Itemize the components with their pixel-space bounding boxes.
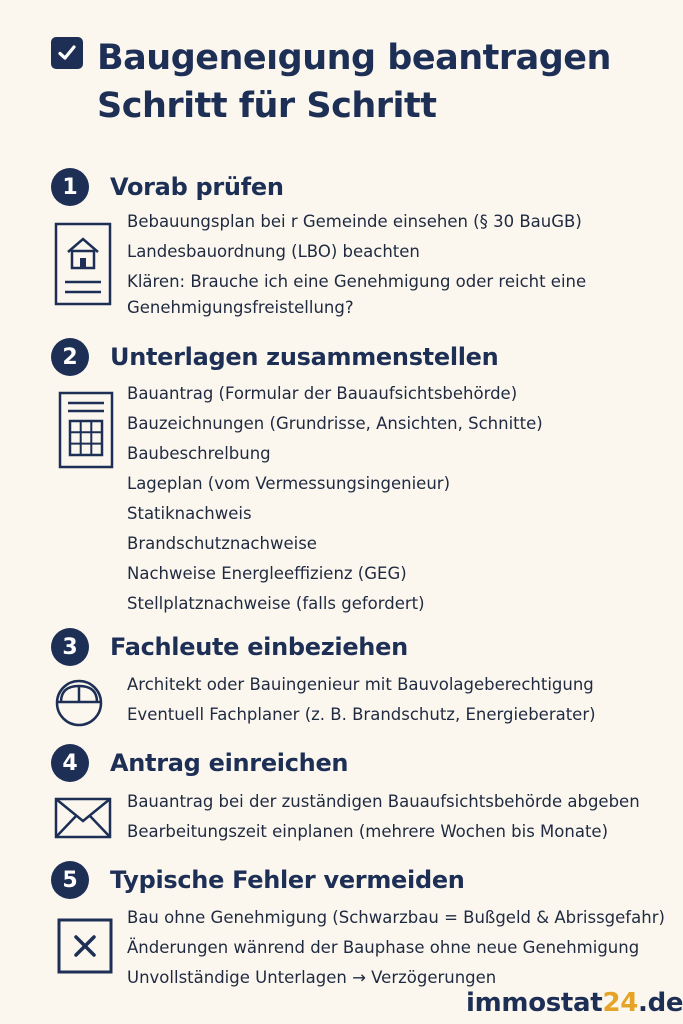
- envelope-icon: [54, 797, 112, 843]
- list-item: Bau ohne Genehmigung (Schwarzbau = Bußgeld & Abrissgefahr): [127, 908, 665, 927]
- step-title: Vorab prüfen: [110, 173, 284, 201]
- list-item: Bearbeitungszeit einplanen (mehrere Wochen bis Monate): [127, 822, 609, 841]
- list-item: Statiknachweis: [127, 504, 252, 523]
- list-item: Klären: Brauche ich eine Genehmigung oder reicht eine Genehmigungsfreistellung?: [127, 272, 587, 317]
- list-item: Bauantrag (Formular der Bauaufsichtsbehörde): [127, 384, 518, 403]
- list-item: Nachweise Energleeffizienz (GEG): [127, 564, 407, 583]
- step-4-header: [51, 743, 348, 783]
- list-item: Stellplatznachweise (falls gefordert): [127, 594, 425, 613]
- step-5-header: [51, 860, 465, 900]
- house-document-icon: [54, 222, 112, 310]
- step-title: Typische Fehler vermeiden: [110, 866, 465, 894]
- step-5-list: [127, 903, 665, 993]
- step-title: Unterlagen zusammenstellen: [110, 343, 499, 371]
- form-document-icon: [58, 391, 114, 473]
- step-1-list: [127, 207, 647, 321]
- step-number: 1: [51, 168, 89, 206]
- title-line-1: Baugeneıgung beantragen: [97, 38, 611, 78]
- step-number: 4: [51, 744, 89, 782]
- list-item: Baubeschrelbung: [127, 444, 271, 463]
- brand-highlight: 24: [602, 988, 639, 1018]
- x-box-icon: [57, 918, 113, 978]
- step-1-header: [51, 167, 284, 207]
- list-item: Bauzeichnungen (Grundrisse, Ansichten, Schnitte): [127, 414, 543, 433]
- step-number: 3: [51, 628, 89, 666]
- list-item: Eventuell Fachplaner (z. B. Brandschutz, Energieberater): [127, 705, 596, 724]
- step-3-list: [127, 670, 596, 730]
- brand-name: immostat: [466, 988, 603, 1018]
- step-3-header: [51, 627, 408, 667]
- list-item: Architekt oder Bauingenieur mit Bauvolageberechtigung: [127, 675, 594, 694]
- list-item: Bauantrag bei der zuständigen Bauaufsichtsbehörde abgeben: [127, 792, 640, 811]
- step-2-list: [127, 379, 543, 619]
- list-item: Änderungen wänrend der Bauphase ohne neue Genehmigung: [127, 938, 640, 957]
- step-number: 5: [51, 861, 89, 899]
- title-line-2: Schritt für Schritt: [97, 86, 437, 126]
- step-2-header: [51, 337, 498, 377]
- list-item: Brandschutznachweise: [127, 534, 317, 553]
- checkbox-icon: [51, 37, 83, 69]
- step-4-list: [127, 787, 640, 847]
- list-item: Landesbauordnung (LBO) beachten: [127, 242, 420, 261]
- brand-suffix: .de: [638, 988, 683, 1018]
- list-item: Lageplan (vom Vermessungsingenieur): [127, 474, 451, 493]
- step-number: 2: [51, 338, 89, 376]
- page-title: [97, 34, 611, 130]
- list-item: Bebauungsplan bei r Gemeinde einsehen (§ 30 BauGB): [127, 212, 582, 231]
- list-item: Unvollständige Unterlagen → Verzögerungen: [127, 968, 497, 987]
- brand-logo: [466, 988, 683, 1018]
- hard-hat-icon: [53, 678, 105, 732]
- step-title: Fachleute einbeziehen: [110, 633, 408, 661]
- step-title: Antrag einreichen: [110, 749, 349, 777]
